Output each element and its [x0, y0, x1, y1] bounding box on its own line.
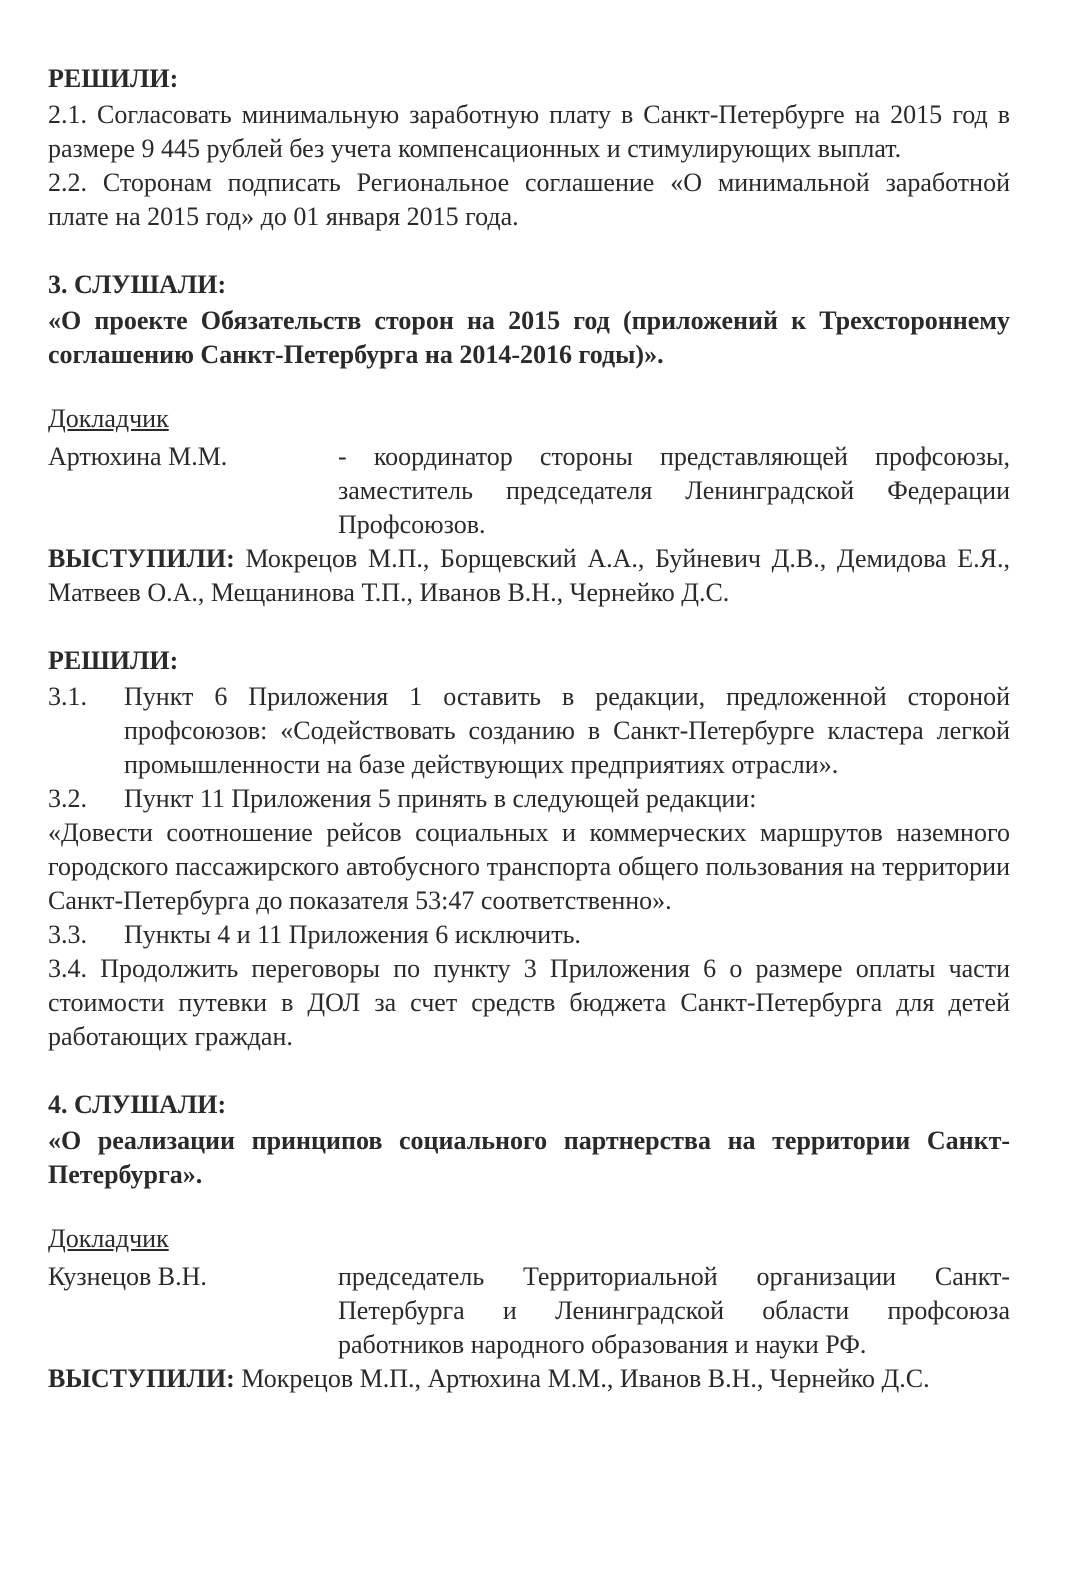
sec3-item-2-text: Пункт 11 Приложения 5 принять в следующей редакции: [124, 784, 757, 813]
sec4-spoke-names: Мокрецов М.П., Артюхина М.М., Иванов В.Н., Чернейко Д.С. [234, 1364, 930, 1393]
sec3-item-1 [48, 680, 1010, 782]
sec3-spoke-paragraph [48, 542, 1010, 610]
sec3-speaker-role: - координатор стороны представляющей профсоюзы, заместитель председателя Ленинградской Федерации Профсоюзов. [338, 442, 1010, 539]
sec3-item-3 [48, 918, 1010, 952]
sec3-speaker-row [48, 440, 1010, 542]
sec3-item-3-text: Пункты 4 и 11 Приложения 6 исключить. [124, 920, 581, 949]
sec3-item-2 [48, 782, 1010, 816]
sec3-item-2-quote: «Довести соотношение рейсов социальных и коммерческих маршрутов наземного городского пассажирского автобусного транспорта общего пользования на территории Санкт-Петербурга до показателя 53:47 соответственно». [48, 818, 1010, 915]
sec2-item-1: 2.1. Согласовать минимальную заработную плату в Санкт-Петербурге на 2015 год в размере 9 445 рублей без учета компенсационных и стимулирующих выплат. [48, 100, 1010, 163]
sec3-item-1-num: 3.1. [48, 682, 87, 711]
sec4-speaker-label: Докладчик [48, 1224, 169, 1253]
sec3-item-1-text: Пункт 6 Приложения 1 оставить в редакции, предложенной стороной профсоюзов: «Содействовать созданию в Санкт-Петербурге кластера легкой промышленности на базе действующих предприятиях отрасли». [124, 682, 1010, 779]
sec4-heard-heading: 4. СЛУШАЛИ: [48, 1090, 227, 1119]
sec4-topic: «О реализации принципов социального партнерства на территории Санкт-Петербурга». [48, 1126, 1010, 1189]
sec4-spoke-paragraph [48, 1362, 1010, 1396]
sec3-spoke-label: ВЫСТУПИЛИ: [48, 544, 235, 573]
sec2-resolved-heading: РЕШИЛИ: [48, 64, 179, 93]
sec3-speaker-label: Докладчик [48, 404, 169, 433]
sec3-spoke-names: Мокрецов М.П., Борщевский А.А., Буйневич Д.В., Демидова Е.Я., Матвеев О.А., Мещанинова Т.П., Иванов В.Н., Чернейко Д.С. [48, 544, 1010, 607]
document-page [48, 62, 1010, 1396]
sec4-speaker-role: председатель Территориальной организации Санкт-Петербурга и Ленинградской области профсоюза работников народного образования и науки РФ. [338, 1262, 1010, 1359]
sec2-item-2: 2.2. Сторонам подписать Региональное соглашение «О минимальной заработной плате на 2015 год» до 01 января 2015 года. [48, 168, 1010, 231]
sec4-speaker-name: Кузнецов В.Н. [48, 1262, 207, 1291]
sec3-item-3-num: 3.3. [48, 920, 87, 949]
sec4-spoke-label: ВЫСТУПИЛИ: [48, 1364, 235, 1393]
sec3-item-2-num: 3.2. [48, 784, 87, 813]
sec3-heard-heading: 3. СЛУШАЛИ: [48, 270, 227, 299]
sec3-resolved-heading: РЕШИЛИ: [48, 646, 179, 675]
sec3-item-4: 3.4. Продолжить переговоры по пункту 3 Приложения 6 о размере оплаты части стоимости путевки в ДОЛ за счет средств бюджета Санкт-Петербурга для детей работающих граждан. [48, 954, 1010, 1051]
sec3-speaker-name: Артюхина М.М. [48, 442, 228, 471]
sec3-topic: «О проекте Обязательств сторон на 2015 год (приложений к Трехстороннему соглашению Санкт-Петербурга на 2014-2016 годы)». [48, 306, 1010, 369]
sec4-speaker-row [48, 1260, 1010, 1362]
